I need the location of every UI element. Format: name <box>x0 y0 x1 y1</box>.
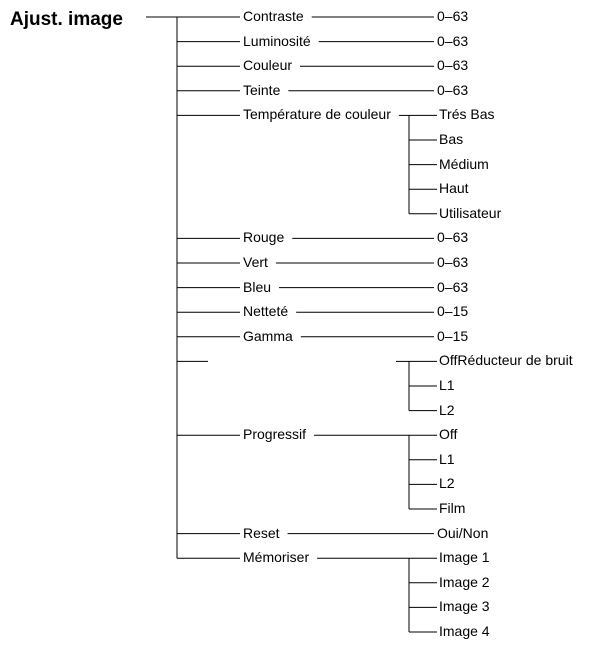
option-label: Haut <box>439 180 469 197</box>
menu-item-label: Luminosité <box>243 32 311 49</box>
option-label: Médium <box>439 155 489 172</box>
menu-item-label: Mémoriser <box>243 549 310 566</box>
option-label: Film <box>439 500 466 516</box>
option-label: L2 <box>439 401 455 418</box>
option-label: Image 3 <box>439 598 490 615</box>
value-range: 0–15 <box>437 303 469 320</box>
menu-item-label: Rouge <box>243 229 285 246</box>
option-label: Bas <box>439 131 464 147</box>
option-label: L1 <box>439 377 455 393</box>
option-label: Image 4 <box>439 623 490 639</box>
value-range: 0–63 <box>437 32 469 49</box>
value-range: 0–15 <box>437 327 469 344</box>
menu-item-label: Couleur <box>243 57 293 74</box>
menu-item-label: Vert <box>243 254 268 270</box>
menu-item-label: Gamma <box>243 327 293 344</box>
value-range: 0–63 <box>437 278 469 295</box>
option-label: Image 1 <box>439 549 490 566</box>
value-range: 0–63 <box>437 254 469 270</box>
option-label: Off <box>439 426 458 443</box>
menu-item-label: Température de couleur <box>243 106 391 123</box>
menu-item-label: Netteté <box>243 303 289 320</box>
option-label: L2 <box>439 475 455 492</box>
menu-item-label: Progressif <box>243 426 307 443</box>
option-label: L1 <box>439 450 455 467</box>
option-label: OffRéducteur de bruit <box>439 352 573 369</box>
value-range: 0–63 <box>437 229 469 246</box>
option-label: Trés Bas <box>439 106 495 123</box>
option-label: Utilisateur <box>439 204 502 221</box>
menu-item-label: Contraste <box>243 8 304 24</box>
option-label: Image 2 <box>439 573 490 590</box>
value-range: Oui/Non <box>437 524 489 541</box>
value-range: 0–63 <box>437 8 469 24</box>
value-range: 0–63 <box>437 81 469 98</box>
menu-item-label: Teinte <box>243 81 281 98</box>
menu-item-label: Bleu <box>243 278 272 295</box>
root-menu-title: Ajust. image <box>10 9 123 30</box>
value-range: 0–63 <box>437 57 469 74</box>
menu-item-label: Reset <box>243 524 280 541</box>
